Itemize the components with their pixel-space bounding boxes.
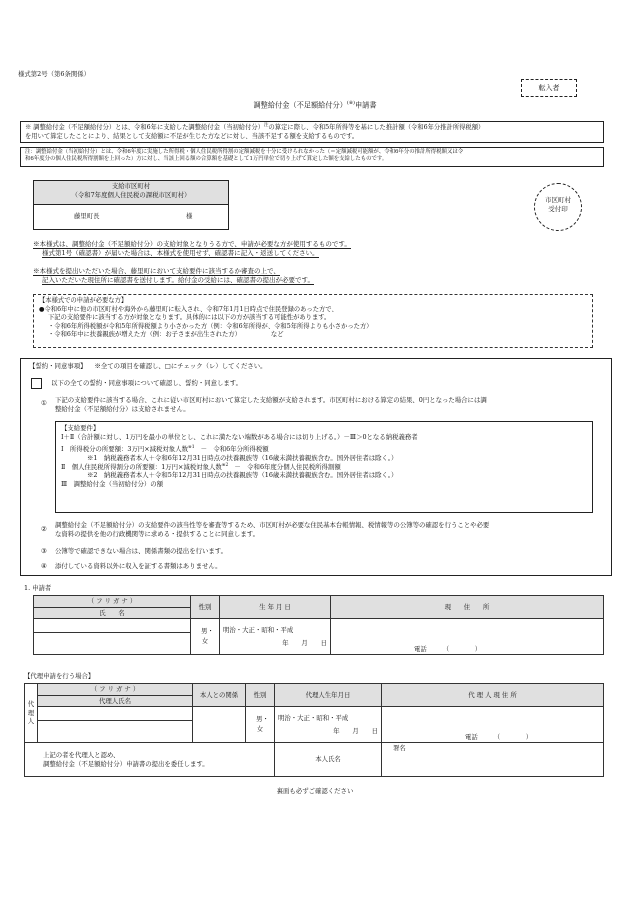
- pledge-section: [20, 358, 612, 576]
- definition-note-box: ※ 調整給付金（不足額給付分）とは、令和6年に支給した調整給付金（当初給付分）$^注$の算定に際し、令和5年所得等を基にした推計額（令和6年分推計所得税額） を用いて算定したことにより、結果として支給額に不足が生じた方などに対し、当該不足する額を支給するものです。: [20, 121, 604, 143]
- transfer-badge: [521, 79, 577, 97]
- addressee-box: [33, 180, 229, 230]
- page-title: 調整給付金（不足額給付分）(※)申請書: [253, 100, 377, 110]
- proxy-furigana-field[interactable]: [38, 707, 193, 721]
- applicant-sex-header: 性別: [191, 596, 220, 619]
- applicant-address-field[interactable]: 電話 （ ）: [331, 619, 604, 655]
- applicant-address-header: 現 住 所: [331, 596, 604, 619]
- footer-note: 裏面も必ずご確認ください: [276, 787, 354, 795]
- item-2-text: 調整給付金（不足額給付分）の支給要件の該当性等を審査等するため、市区町村が必要な住民基本台帳情報、税情報等の公簿等の確認を行うことや必要 な資料の提供を他の行政機関等に求める・提供することに同意します。: [55, 521, 490, 538]
- pledge-check-label: 以下の全ての誓約・同意事項について確認し、誓約・同意します。: [51, 379, 243, 387]
- required-applicants-box: 【本様式での申請が必要な方】 ●令和6年中に他の市区町村や海外から藤里町に転入され、令和7年1月1日時点で住民登録のあった方で、 下記の支給要件に該当する方が対象となります。具体的には以下の方が該当する可能性があります。 ・令和6年所得税額が令和5年所得税額より小さかった方（例：令和6年所得が、令和5年所得よりも小さかった方） ・令和6年中に扶養親族が増えた方（例：お子さまが出生された方） など: [33, 294, 593, 348]
- item-4-text: 添付している資料以外に収入を証する書類はありません。: [55, 562, 222, 570]
- applicant-dob-header: 生 年 月 日: [220, 596, 331, 619]
- pledge-header: 【誓約・同意事項】 ※全ての項目を確認し、□にチェック（レ）してください。: [29, 362, 267, 370]
- proxy-section-title: 【代理申請を行う場合】: [24, 672, 95, 680]
- proxy-sex-header: 性別: [246, 684, 275, 707]
- item-1-text: 下記の支給要件に該当する場合、これに従い市区町村において算定した支給額が支給されます。市区町村における算定の結果、0円となった場合には調 整給付金（不足額給付分）は支給されません。: [55, 396, 487, 413]
- item-3-number: ③: [41, 547, 47, 555]
- item-1-number: ①: [41, 399, 47, 407]
- proxy-dob-field[interactable]: 明治・大正・昭和・平成 年 月 日: [275, 707, 382, 743]
- proxy-name-header: 代理人氏名: [38, 695, 193, 707]
- applicant-sex-field[interactable]: 男・女: [191, 619, 220, 655]
- applicant-furigana-field[interactable]: [34, 619, 191, 633]
- addressee-header: 支給市区町村: [111, 182, 151, 190]
- signature-field[interactable]: 署名: [382, 743, 604, 777]
- applicant-name-header: 氏 名: [34, 607, 191, 619]
- proxy-sex-field[interactable]: 男・女: [246, 707, 275, 743]
- delegation-statement: 上記の者を代理人と認め、 調整給付金（不足額給付分）申請書の提出を委任します。: [25, 743, 275, 777]
- principal-name-label: 本人氏名: [275, 743, 382, 777]
- item-3-text: 公簿等で確認できない場合は、関係書類の提出を行います。: [55, 547, 228, 555]
- reception-stamp: 市区町村 受付印: [534, 183, 582, 231]
- proxy-name-field[interactable]: [38, 721, 193, 743]
- pledge-checkbox[interactable]: [31, 378, 42, 389]
- proxy-table: [24, 683, 604, 777]
- notice-usage: ※本様式は、調整給付金（不足額給付分）の支給対象となりうる方で、申請が必要な方が使用するものです。 様式第1号（確認書）が届いた場合は、本様式を使用せず、確認書に記入・返送してください。: [33, 240, 351, 257]
- addressee-subheader: （令和7年度個人住民税の課税市区町村）: [71, 190, 191, 199]
- proxy-dob-header: 代理人生年月日: [275, 684, 382, 707]
- form-number: 様式第2号（第6条関係）: [18, 70, 91, 78]
- proxy-relation-field[interactable]: [193, 707, 246, 743]
- notice-review: ※本様式を提出いただいた場合、藤里町において支給要件に該当するか審査の上で、 記入いただいた現住所に確認書を送付します。給付金の受給には、確認書の提出が必要です。: [33, 267, 314, 284]
- applicant-dob-field[interactable]: 明治・大正・昭和・平成 年 月 日: [220, 619, 331, 655]
- addressee-honorific: 様: [186, 212, 193, 220]
- payment-requirements-box: 【支給要件】 Ⅰ＋Ⅱ（合計額に対し、1万円を最小の単位とし、これに満たない端数がある場合には切り上げる。）－Ⅲ＞0となる納税義務者 Ⅰ 所得税分の所要額：3万円×減税対象人数$^{※1}$ － 令和6年分所得税額 ※1 納税義務者本人＋令和6年12月31日時点の扶養親族等（16歳未満扶養親族含む。国外居住者は除く。） Ⅱ 個人住民税所得割分の所要額：1万円×減税対象人数$^{※2}$ － 令和6年度分個人住民税所得割額 ※2 納税義務者本人＋令和5年12月31日時点の扶養親族等（16歳未満扶養親族含む。国外居住者は除く。） Ⅲ 調整給付金（当初給付分）の額: [55, 421, 593, 513]
- addressee-name: 藤里町長: [74, 212, 100, 220]
- applicant-furigana-header: （ フ リ ガ ナ ）: [34, 596, 191, 608]
- item-2-number: ②: [41, 525, 47, 533]
- proxy-side-label: 代理人: [25, 684, 38, 743]
- proxy-relation-header: 本人との関係: [193, 684, 246, 707]
- proxy-address-field[interactable]: 電話 （ ）: [382, 707, 604, 743]
- applicant-name-field[interactable]: [34, 633, 191, 655]
- initial-payment-note: 注：調整給付金（当初給付分）とは、令和6年度に実施した所得税・個人住民税所得割の定額減税を十分に受けられなかった（＝定額減税可能額が、令和6年分の推計所得税額又は令 和6年度分の個人住民税所得割額を上回った）方に対し、当該上回る額の合算額を基礎として1万円単位で切り上げて算定した額を支給したものです。: [20, 147, 604, 167]
- applicant-section-title: 1. 申請者: [24, 584, 52, 592]
- proxy-address-header: 代 理 人 現 住 所: [382, 684, 604, 707]
- transfer-badge-label: 転入者: [538, 84, 560, 92]
- applicant-table: [33, 595, 604, 655]
- proxy-furigana-header: （ フ リ ガ ナ ）: [38, 684, 193, 696]
- item-4-number: ④: [41, 562, 47, 570]
